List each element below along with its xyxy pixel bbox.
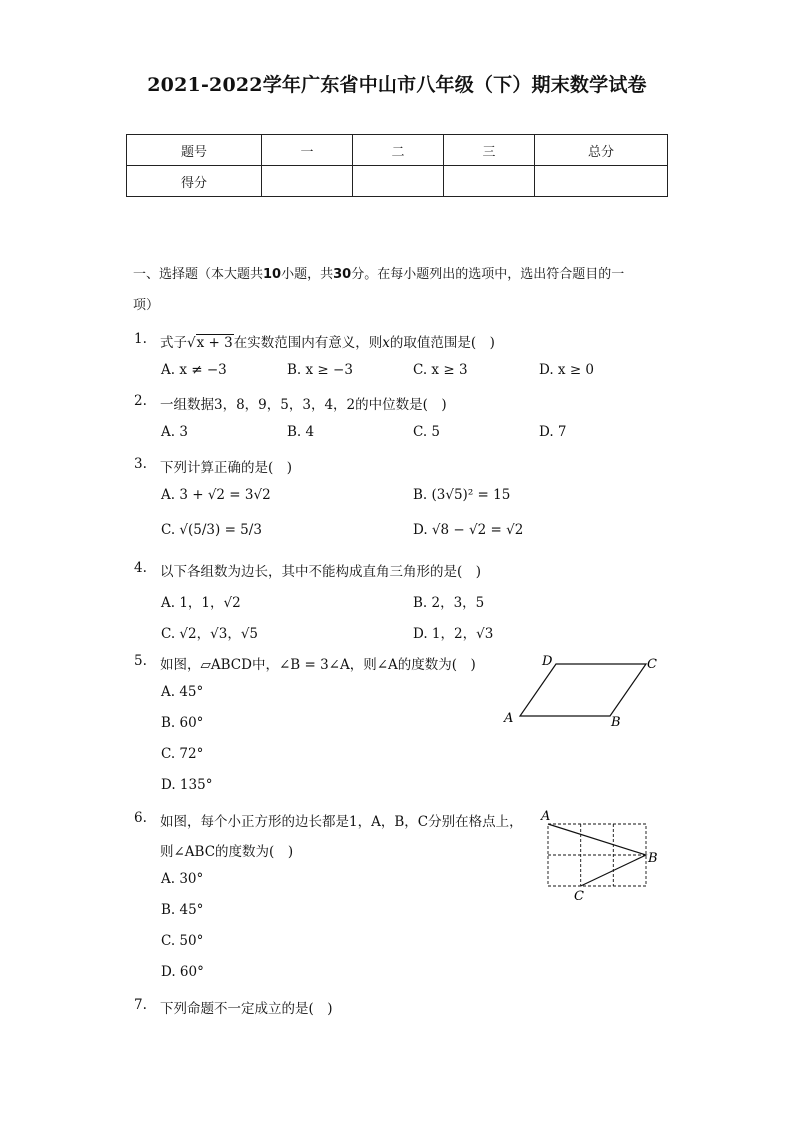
page-title: 2021-2022学年广东省中山市八年级（下）期末数学试卷 <box>147 74 647 96</box>
option-d[interactable]: D. √8 − √2 = √2 <box>413 522 524 538</box>
table-cell: 总分 <box>535 135 668 166</box>
option-b[interactable]: B. 2，3，5 <box>413 595 485 611</box>
dashed-grid <box>548 824 646 886</box>
section-heading-line1: 一、选择题（本大题共10小题，共30分。在每小题列出的选项中，选出符合题目的一 <box>133 267 625 282</box>
table-cell: 题号 <box>127 135 262 166</box>
option-a[interactable]: A. 3 <box>161 424 188 440</box>
point-label-a: A <box>541 809 551 824</box>
score-input-cell[interactable] <box>262 166 353 197</box>
question-stem: 如图，每个小正方形的边长都是1，A，B，C分别在格点上， <box>160 814 523 830</box>
option-b[interactable]: B. (3√5)² = 15 <box>413 487 511 503</box>
question-number: 1. <box>134 331 147 347</box>
vertex-label-d: D <box>542 654 553 669</box>
option-b[interactable]: B. 4 <box>287 424 315 440</box>
score-input-cell[interactable] <box>444 166 535 197</box>
option-d[interactable]: D. 135° <box>161 777 213 793</box>
parallelogram-shape <box>520 664 646 716</box>
option-c[interactable]: C. x ≥ 3 <box>413 362 468 378</box>
table-cell: 二 <box>353 135 444 166</box>
vertex-label-a: A <box>504 711 514 726</box>
grid-triangle-figure <box>536 808 666 904</box>
table-cell: 一 <box>262 135 353 166</box>
score-table <box>126 134 668 197</box>
angle-abc-lines <box>548 824 646 886</box>
option-d[interactable]: D. 7 <box>539 424 567 440</box>
table-cell: 得分 <box>127 166 262 197</box>
option-a[interactable]: A. x ≠ −3 <box>161 362 227 378</box>
table-cell: 三 <box>444 135 535 166</box>
score-table-score-row <box>127 166 668 197</box>
question-stem: 一组数据3，8，9，5，3，4，2的中位数是( ) <box>160 397 447 413</box>
point-label-b: B <box>648 851 658 866</box>
option-b[interactable]: B. 60° <box>161 715 204 731</box>
question-6-stem-line2: 则∠ABC的度数为( ) <box>160 844 294 860</box>
option-c[interactable]: C. √2，√3，√5 <box>161 626 259 642</box>
parallelogram-figure <box>498 650 668 732</box>
question-stem: 式子√x + 3在实数范围内有意义，则x的取值范围是( ) <box>160 335 495 351</box>
option-c[interactable]: C. √(5/3) = 5/3 <box>161 522 262 538</box>
score-table-header-row <box>127 135 668 166</box>
option-c[interactable]: C. 72° <box>161 746 204 762</box>
question-number: 6. <box>134 810 147 826</box>
score-input-cell[interactable] <box>353 166 444 197</box>
option-d[interactable]: D. 60° <box>161 964 204 980</box>
option-d[interactable]: D. x ≥ 0 <box>539 362 595 378</box>
question-stem: 以下各组数为边长，其中不能构成直角三角形的是( ) <box>160 564 482 580</box>
vertex-label-c: C <box>647 657 657 672</box>
question-number: 5. <box>134 653 147 669</box>
question-number: 4. <box>134 560 147 576</box>
question-number: 2. <box>134 393 147 409</box>
section-heading <box>133 259 663 321</box>
option-a[interactable]: A. 1，1，√2 <box>161 595 241 611</box>
option-b[interactable]: B. 45° <box>161 902 204 918</box>
score-input-cell[interactable] <box>535 166 668 197</box>
question-stem: 如图，▱ABCD中，∠B = 3∠A，则∠A的度数为( ) <box>160 657 476 673</box>
option-c[interactable]: C. 50° <box>161 933 204 949</box>
section-heading-line2: 项） <box>133 298 160 313</box>
point-label-c: C <box>574 889 584 904</box>
option-d[interactable]: D. 1，2，√3 <box>413 626 494 642</box>
question-number: 7. <box>134 997 147 1013</box>
option-a[interactable]: A. 30° <box>161 871 204 887</box>
option-c[interactable]: C. 5 <box>413 424 441 440</box>
question-number: 3. <box>134 456 147 472</box>
option-b[interactable]: B. x ≥ −3 <box>287 362 353 378</box>
option-a[interactable]: A. 3 + √2 = 3√2 <box>161 487 271 503</box>
option-a[interactable]: A. 45° <box>161 684 204 700</box>
question-stem: 下列命题不一定成立的是( ) <box>160 1001 333 1017</box>
vertex-label-b: B <box>611 715 621 730</box>
question-stem: 下列计算正确的是( ) <box>160 460 293 476</box>
